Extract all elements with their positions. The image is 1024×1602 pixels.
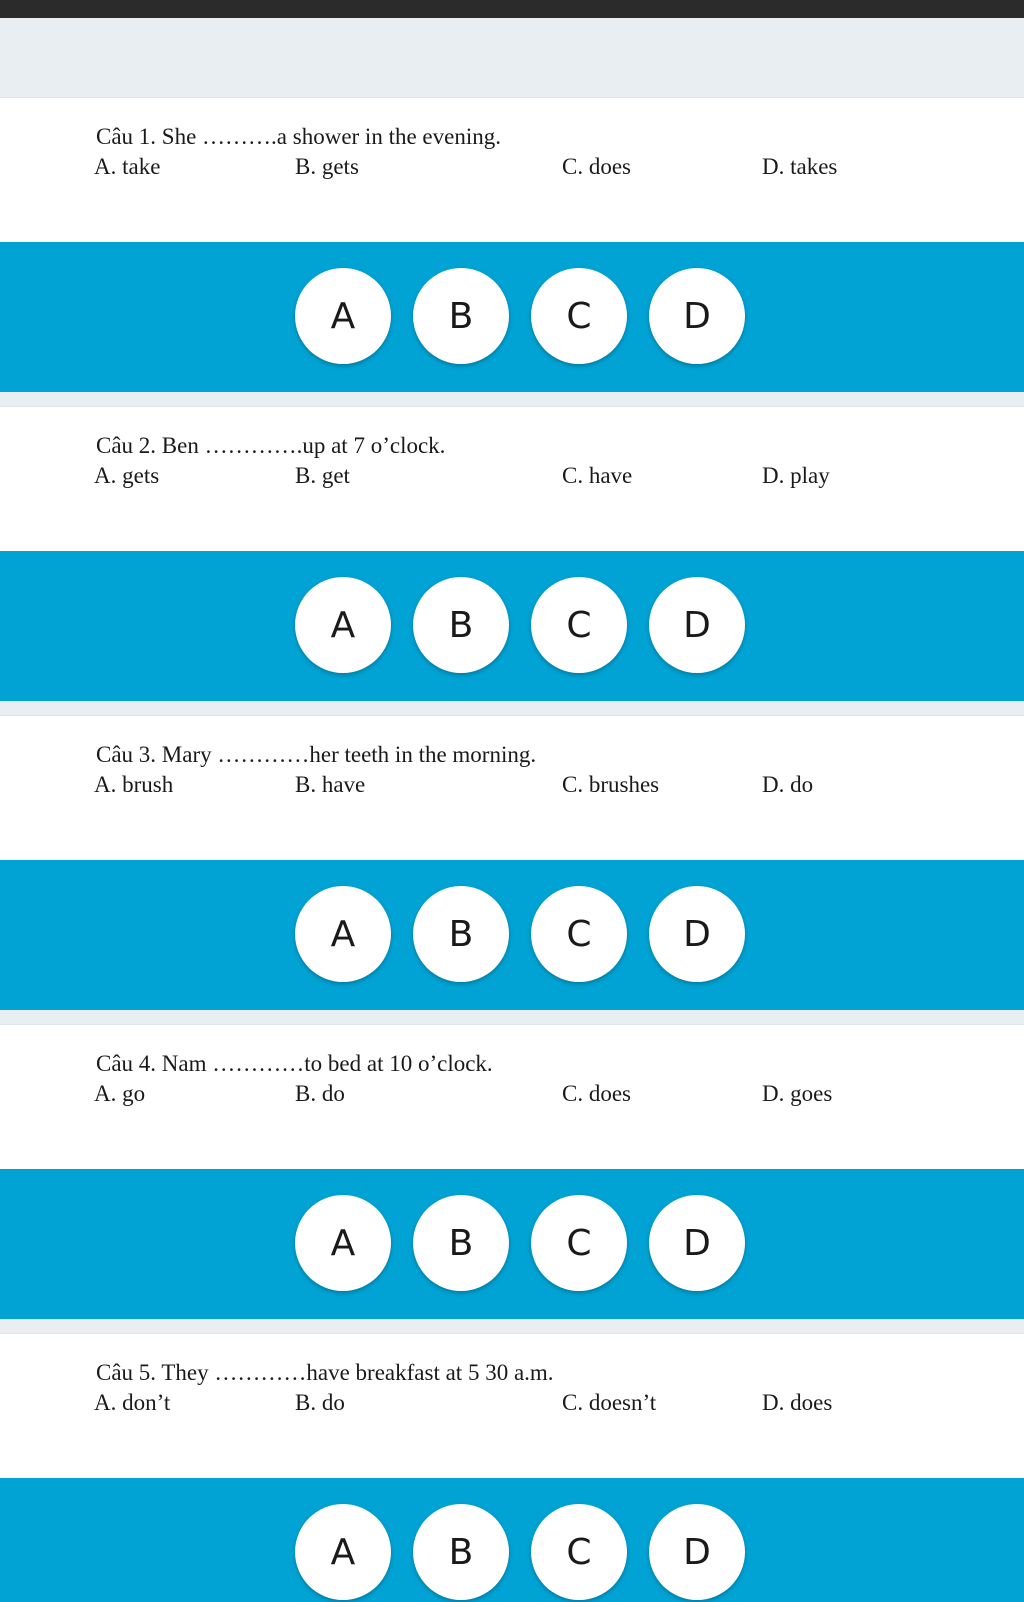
option-a-text: A. brush [94, 772, 174, 797]
answer-c-button[interactable]: C [531, 577, 627, 673]
answer-c-button[interactable]: C [531, 1504, 627, 1600]
question-card [0, 1024, 1024, 1169]
question-text: Câu 2. Ben ………….up at 7 o’clock. [96, 433, 446, 458]
question-text: Câu 1. She ……….a shower in the evening. [96, 124, 501, 149]
answer-c-button[interactable]: C [531, 886, 627, 982]
option-a-text: A. gets [94, 463, 160, 488]
option-b-text: B. do [295, 1390, 345, 1415]
answer-a-button[interactable]: A [295, 1504, 391, 1600]
question-card [0, 715, 1024, 860]
answer-d-button[interactable]: D [649, 577, 745, 673]
option-c-text: C. does [562, 154, 631, 179]
option-d-text: D. does [762, 1390, 833, 1415]
question-text: Câu 5. They …………have breakfast at 5 30 a.m. [96, 1360, 554, 1385]
question-card [0, 406, 1024, 551]
question-card [0, 1333, 1024, 1478]
question-card [0, 97, 1024, 242]
option-a-text: A. don’t [94, 1390, 171, 1415]
option-c-text: C. does [562, 1081, 631, 1106]
answer-band [0, 242, 1024, 392]
answer-a-button[interactable]: A [295, 577, 391, 673]
option-b-text: B. get [295, 463, 350, 488]
answer-d-button[interactable]: D [649, 268, 745, 364]
answer-band [0, 1169, 1024, 1319]
option-b-text: B. do [295, 1081, 345, 1106]
option-a-text: A. take [94, 154, 161, 179]
answer-a-button[interactable]: A [295, 1195, 391, 1291]
answer-d-button[interactable]: D [649, 886, 745, 982]
option-c-text: C. doesn’t [562, 1390, 657, 1415]
answer-d-button[interactable]: D [649, 1504, 745, 1600]
option-d-text: D. takes [762, 154, 838, 179]
answer-b-button[interactable]: B [413, 1504, 509, 1600]
answer-c-button[interactable]: C [531, 1195, 627, 1291]
answer-band [0, 551, 1024, 701]
option-d-text: D. do [762, 772, 814, 797]
answer-a-button[interactable]: A [295, 268, 391, 364]
answer-b-button[interactable]: B [413, 1195, 509, 1291]
answer-band [0, 1478, 1024, 1602]
question-text: Câu 3. Mary …………her teeth in the morning. [96, 742, 537, 767]
answer-d-button[interactable]: D [649, 1195, 745, 1291]
status-bar [0, 0, 1024, 18]
option-d-text: D. goes [762, 1081, 833, 1106]
answer-c-button[interactable]: C [531, 268, 627, 364]
option-d-text: D. play [762, 463, 830, 488]
answer-band [0, 860, 1024, 1010]
option-b-text: B. have [295, 772, 366, 797]
option-a-text: A. go [94, 1081, 146, 1106]
answer-a-button[interactable]: A [295, 886, 391, 982]
option-c-text: C. have [562, 463, 633, 488]
question-text: Câu 4. Nam …………to bed at 10 o’clock. [96, 1051, 493, 1076]
answer-b-button[interactable]: B [413, 886, 509, 982]
answer-b-button[interactable]: B [413, 268, 509, 364]
option-c-text: C. brushes [562, 772, 660, 797]
answer-b-button[interactable]: B [413, 577, 509, 673]
option-b-text: B. gets [295, 154, 359, 179]
